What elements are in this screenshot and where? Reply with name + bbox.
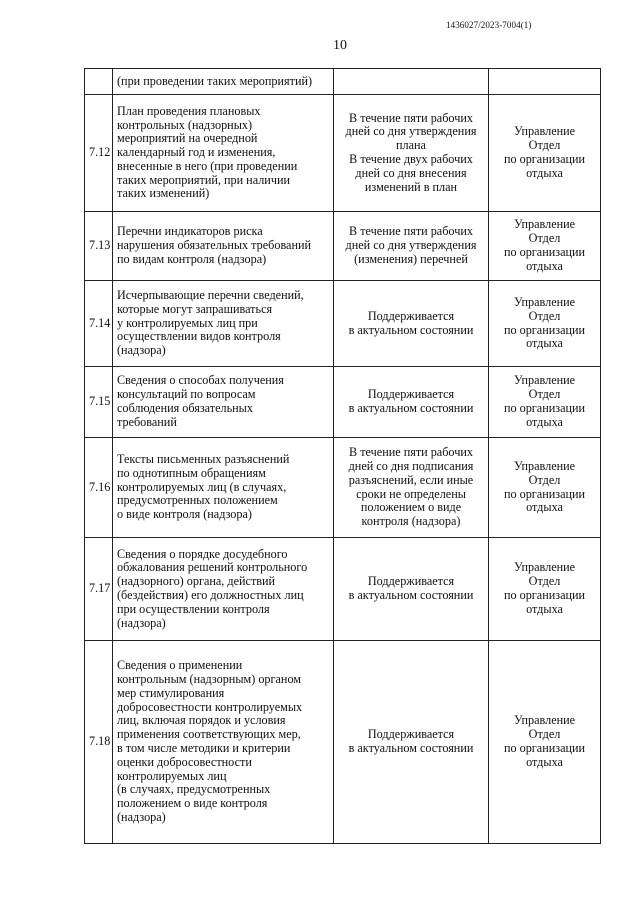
row-description: Исчерпывающие перечни сведений, которые могут запрашиваться у контролируемых лиц при осуществлении видов контроля (надзора) [113, 281, 334, 367]
document-registration-number: 1436027/2023-7004(1) [446, 20, 532, 30]
table-row [85, 438, 601, 538]
table-row [85, 69, 601, 95]
row-description: Сведения о применении контрольным (надзорным) органом мер стимулирования добросовестности контролируемых лиц, включая порядок и условия применения соответствующих мер, в том числе методики и критерии оценки добросовестности контролируемых лиц (в случаях, предусмотренных положением о виде контроля (надзора) [113, 641, 334, 844]
requirements-table [84, 68, 601, 844]
row-responsible: Управление Отдел по организации отдыха [489, 538, 601, 641]
page-number: 10 [333, 38, 347, 53]
row-number: 7.17 [85, 538, 113, 641]
row-description: (при проведении таких мероприятий) [113, 69, 334, 95]
row-number: 7.16 [85, 438, 113, 538]
row-deadline: Поддерживается в актуальном состоянии [334, 641, 489, 844]
row-description: Сведения о способах получения консультаций по вопросам соблюдения обязательных требований [113, 367, 334, 438]
row-number: 7.12 [85, 95, 113, 212]
table-row [85, 212, 601, 281]
row-number [85, 69, 113, 95]
table-row [85, 641, 601, 844]
row-deadline: В течение пяти рабочих дней со дня подписания разъяснений, если иные сроки не определены положением о виде контроля (надзора) [334, 438, 489, 538]
row-description: Тексты письменных разъяснений по однотипным обращениям контролируемых лиц (в случаях, предусмотренных положением о виде контроля (надзора) [113, 438, 334, 538]
row-responsible [489, 69, 601, 95]
row-deadline [334, 69, 489, 95]
row-deadline: В течение пяти рабочих дней со дня утверждения (изменения) перечней [334, 212, 489, 281]
row-responsible: Управление Отдел по организации отдыха [489, 641, 601, 844]
row-deadline: В течение пяти рабочих дней со дня утверждения плана В течение двух рабочих дней со дня внесения изменений в план [334, 95, 489, 212]
row-deadline: Поддерживается в актуальном состоянии [334, 367, 489, 438]
row-description: Перечни индикаторов риска нарушения обязательных требований по видам контроля (надзора) [113, 212, 334, 281]
row-number: 7.13 [85, 212, 113, 281]
row-deadline: Поддерживается в актуальном состоянии [334, 538, 489, 641]
row-number: 7.18 [85, 641, 113, 844]
row-description: Сведения о порядке досудебного обжалования решений контрольного (надзорного) органа, действий (бездействия) его должностных лиц при осуществлении контроля (надзора) [113, 538, 334, 641]
row-number: 7.15 [85, 367, 113, 438]
row-deadline: Поддерживается в актуальном состоянии [334, 281, 489, 367]
table-row [85, 95, 601, 212]
row-responsible: Управление Отдел по организации отдыха [489, 281, 601, 367]
table-row [85, 281, 601, 367]
table-row [85, 538, 601, 641]
row-responsible: Управление Отдел по организации отдыха [489, 438, 601, 538]
row-responsible: Управление Отдел по организации отдыха [489, 95, 601, 212]
row-responsible: Управление Отдел по организации отдыха [489, 367, 601, 438]
row-number: 7.14 [85, 281, 113, 367]
table-row [85, 367, 601, 438]
row-description: План проведения плановых контрольных (надзорных) мероприятий на очередной календарный год и изменения, внесенные в него (при проведении таких мероприятий, при наличии таких изменений) [113, 95, 334, 212]
row-responsible: Управление Отдел по организации отдыха [489, 212, 601, 281]
